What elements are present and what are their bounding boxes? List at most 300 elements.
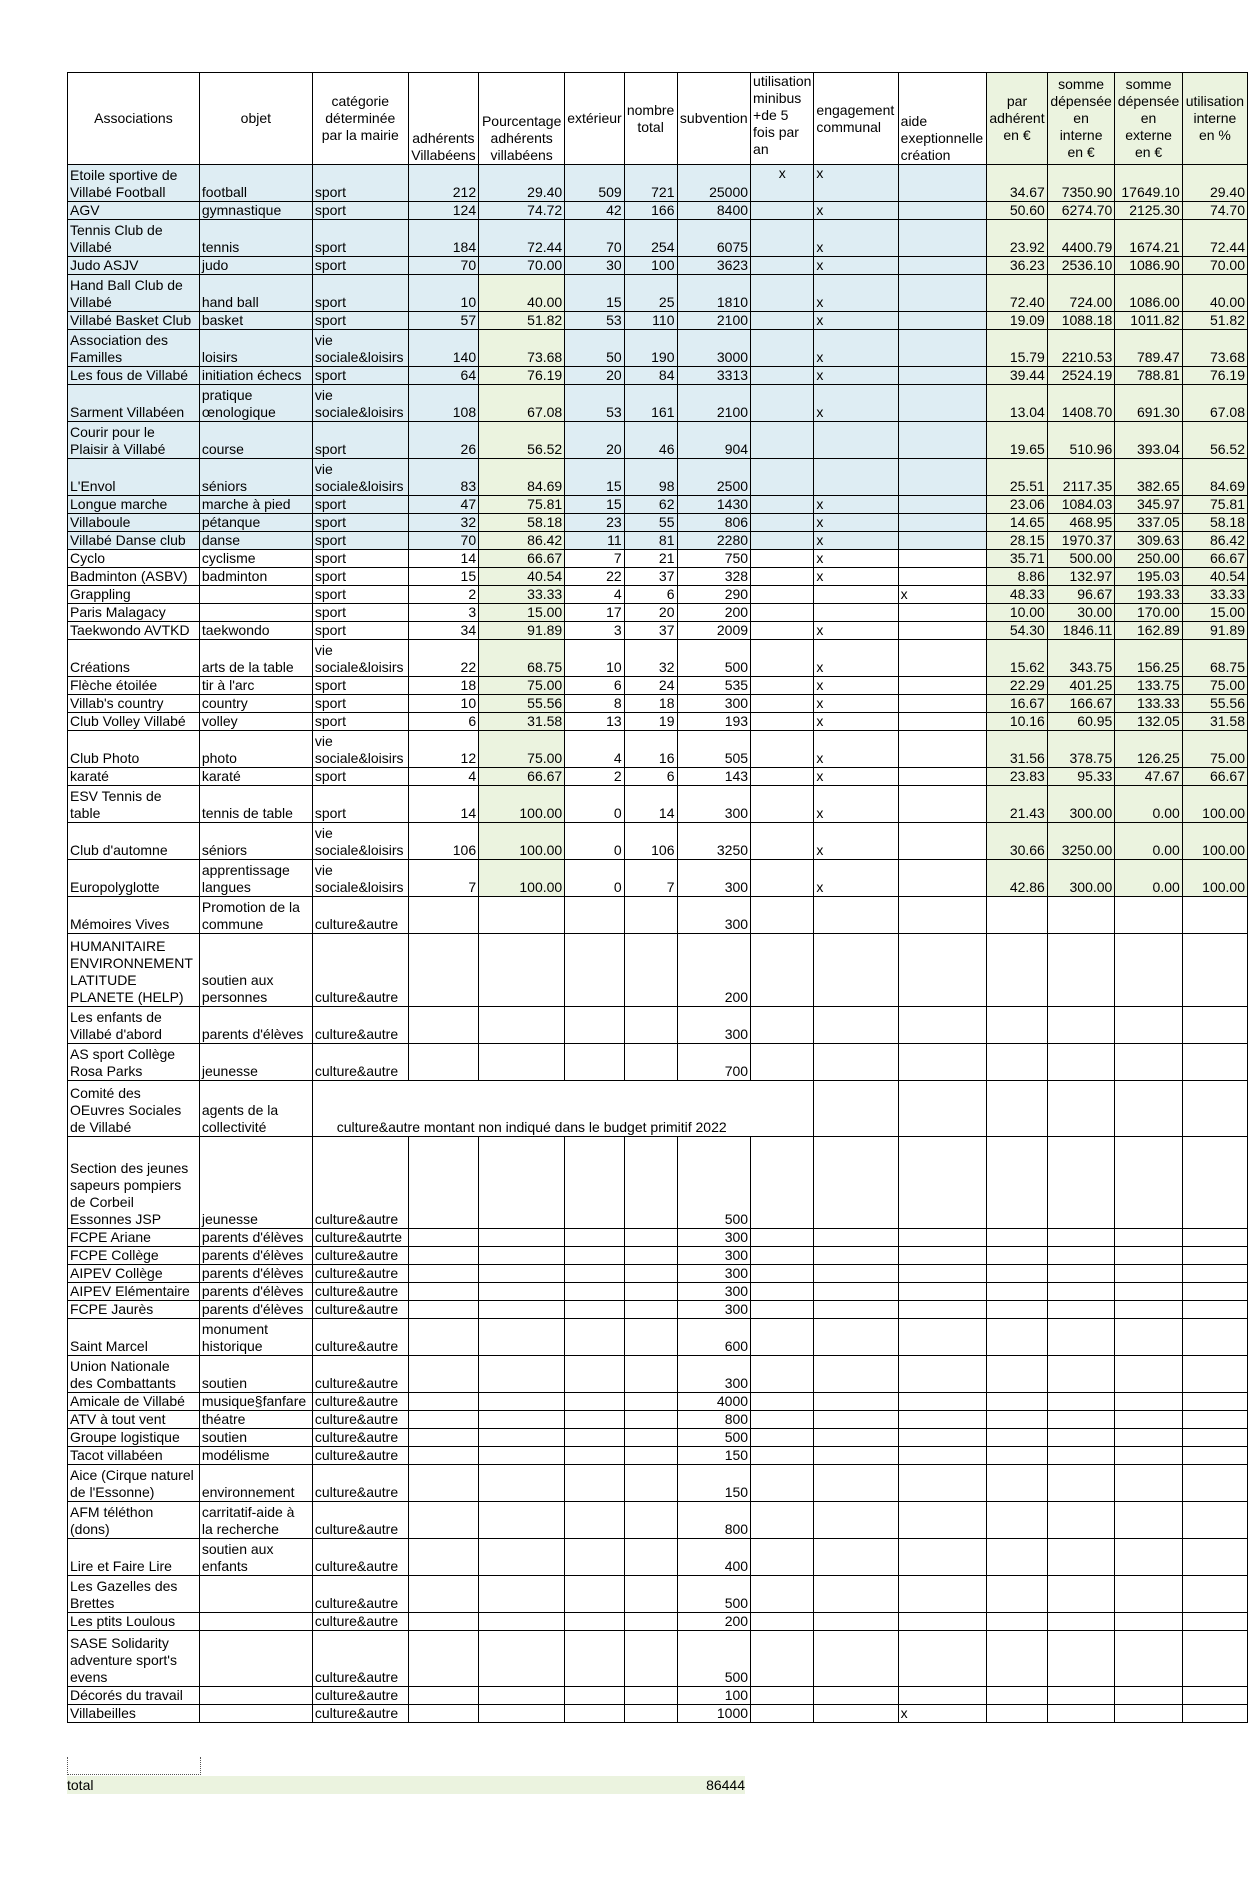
cell-aide-exceptionnelle (898, 1229, 986, 1247)
cell-adherents: 10 (408, 695, 478, 713)
cell-exterieur: 53 (565, 385, 624, 422)
cell-aide-exceptionnelle (898, 1447, 986, 1465)
cell-minibus (751, 1447, 814, 1465)
table-row (68, 640, 1248, 677)
cell-minibus (751, 367, 814, 385)
cell-utilisation-interne (1182, 1283, 1247, 1301)
cell-utilisation-interne: 73.68 (1182, 330, 1247, 367)
cell-adherents: 70 (408, 257, 478, 275)
cell-aide-exceptionnelle (898, 1465, 986, 1502)
cell-objet: séniors (199, 823, 312, 860)
cell-nombre-total: 161 (624, 385, 677, 422)
cell-associations: Tennis Club de Villabé (68, 220, 200, 257)
cell-nombre-total: 62 (624, 496, 677, 514)
cell-engagement: x (814, 514, 898, 532)
cell-somme-interne: 1970.37 (1047, 532, 1114, 550)
table-row (68, 586, 1248, 604)
cell-minibus (751, 695, 814, 713)
cell-somme-interne (1047, 1447, 1114, 1465)
table-row (68, 257, 1248, 275)
table-row (68, 1393, 1248, 1411)
cell-somme-interne: 1408.70 (1047, 385, 1114, 422)
cell-somme-externe (1115, 1631, 1182, 1687)
cell-exterieur (565, 1356, 624, 1393)
cell-engagement: x (814, 367, 898, 385)
cell-associations: Créations (68, 640, 200, 677)
cell-somme-externe (1115, 1502, 1182, 1539)
cell-pourcentage (479, 1631, 565, 1687)
cell-par-adherent (987, 1007, 1048, 1044)
cell-engagement (814, 1447, 898, 1465)
cell-aide-exceptionnelle (898, 1007, 986, 1044)
cell-utilisation-interne (1182, 1007, 1247, 1044)
cell-engagement: x (814, 695, 898, 713)
cell-exterieur (565, 1229, 624, 1247)
cell-somme-interne: 300.00 (1047, 786, 1114, 823)
table-row (68, 934, 1248, 1007)
cell-subvention: 3250 (677, 823, 751, 860)
cell-associations: Décorés du travail (68, 1687, 200, 1705)
cell-somme-externe: 156.25 (1115, 640, 1182, 677)
cell-associations: AS sport Collège Rosa Parks (68, 1044, 200, 1081)
cell-minibus (751, 823, 814, 860)
cell-categorie: sport (312, 257, 408, 275)
cell-adherents: 3 (408, 604, 478, 622)
cell-nombre-total: 24 (624, 677, 677, 695)
cell-utilisation-interne: 74.70 (1182, 202, 1247, 220)
cell-nombre-total: 721 (624, 165, 677, 202)
cell-somme-interne: 1088.18 (1047, 312, 1114, 330)
cell-exterieur: 30 (565, 257, 624, 275)
cell-exterieur (565, 1411, 624, 1429)
cell-pourcentage (479, 1247, 565, 1265)
cell-exterieur (565, 1502, 624, 1539)
cell-objet: arts de la table (199, 640, 312, 677)
cell-exterieur (565, 1247, 624, 1265)
cell-minibus (751, 1429, 814, 1447)
cell-par-adherent: 22.29 (987, 677, 1048, 695)
cell-categorie: culture&autre (312, 1137, 408, 1229)
cell-subvention: 150 (677, 1447, 751, 1465)
cell-nombre-total: 20 (624, 604, 677, 622)
cell-somme-interne (1047, 1356, 1114, 1393)
cell-pourcentage (479, 1283, 565, 1301)
cell-somme-interne (1047, 1137, 1114, 1229)
cell-utilisation-interne (1182, 1687, 1247, 1705)
cell-somme-externe: 250.00 (1115, 550, 1182, 568)
cell-objet: course (199, 422, 312, 459)
cell-somme-interne: 60.95 (1047, 713, 1114, 731)
cell-exterieur: 7 (565, 550, 624, 568)
cell-associations: Flèche étoilée (68, 677, 200, 695)
cell-pourcentage: 100.00 (479, 786, 565, 823)
table-row (68, 677, 1248, 695)
table-row (68, 1429, 1248, 1447)
cell-adherents (408, 1393, 478, 1411)
cell-adherents: 140 (408, 330, 478, 367)
cell-somme-interne: 1084.03 (1047, 496, 1114, 514)
budget-note: culture&autre montant non indiqué dans le budget primitif 2022 (312, 1081, 750, 1137)
table-body (68, 165, 1248, 1723)
cell-utilisation-interne (1182, 1465, 1247, 1502)
cell-engagement: x (814, 731, 898, 768)
cell-objet: danse (199, 532, 312, 550)
cell-par-adherent (987, 1465, 1048, 1502)
cell-engagement (814, 1137, 898, 1229)
cell-nombre-total (624, 1613, 677, 1631)
cell-nombre-total (624, 1229, 677, 1247)
cell-nombre-total (624, 1447, 677, 1465)
cell-subvention: 300 (677, 1356, 751, 1393)
cell-somme-interne (1047, 1411, 1114, 1429)
cell-objet: football (199, 165, 312, 202)
table-row (68, 622, 1248, 640)
total-value: 86444 (706, 1777, 745, 1793)
cell-nombre-total: 98 (624, 459, 677, 496)
cell-objet: hand ball (199, 275, 312, 312)
cell-utilisation-interne: 100.00 (1182, 786, 1247, 823)
cell-somme-externe (1115, 1247, 1182, 1265)
cell-somme-interne (1047, 1631, 1114, 1687)
cell-adherents: 7 (408, 860, 478, 897)
cell-exterieur: 3 (565, 622, 624, 640)
cell-pourcentage: 100.00 (479, 860, 565, 897)
cell-objet: théatre (199, 1411, 312, 1429)
cell-exterieur (565, 1007, 624, 1044)
cell-par-adherent: 19.65 (987, 422, 1048, 459)
cell-objet: pétanque (199, 514, 312, 532)
total-row (67, 1776, 745, 1794)
cell-adherents (408, 1137, 478, 1229)
table-row (68, 1265, 1248, 1283)
cell-subvention: 2280 (677, 532, 751, 550)
cell-aide-exceptionnelle (898, 1687, 986, 1705)
cell-somme-interne: 300.00 (1047, 860, 1114, 897)
cell-pourcentage (479, 934, 565, 1007)
cell-nombre-total (624, 1705, 677, 1723)
cell-pourcentage (479, 1265, 565, 1283)
cell-somme-externe: 0.00 (1115, 860, 1182, 897)
cell-categorie: sport (312, 768, 408, 786)
cell-pourcentage (479, 1502, 565, 1539)
cell-engagement (814, 1631, 898, 1687)
cell-aide-exceptionnelle (898, 934, 986, 1007)
cell-nombre-total (624, 1631, 677, 1687)
cell-somme-externe: 788.81 (1115, 367, 1182, 385)
cell-somme-interne: 2536.10 (1047, 257, 1114, 275)
cell-objet: monument historique (199, 1319, 312, 1356)
cell-utilisation-interne (1182, 1429, 1247, 1447)
cell-categorie: sport (312, 550, 408, 568)
cell-objet (199, 1613, 312, 1631)
table-row (68, 1705, 1248, 1723)
cell-pourcentage (479, 1429, 565, 1447)
header-par-adherent: par adhérent en € (987, 73, 1048, 165)
cell-subvention: 700 (677, 1044, 751, 1081)
cell-somme-interne: 132.97 (1047, 568, 1114, 586)
cell-aide-exceptionnelle (898, 1301, 986, 1319)
cell-somme-externe: 0.00 (1115, 786, 1182, 823)
cell-utilisation-interne: 91.89 (1182, 622, 1247, 640)
cell-subvention: 300 (677, 695, 751, 713)
cell-par-adherent (987, 1631, 1048, 1687)
cell-aide-exceptionnelle (898, 459, 986, 496)
cell-subvention: 3623 (677, 257, 751, 275)
cell-par-adherent: 21.43 (987, 786, 1048, 823)
cell-aide-exceptionnelle (898, 367, 986, 385)
table-row (68, 1502, 1248, 1539)
cell-somme-interne (1047, 1429, 1114, 1447)
cell-associations: Saint Marcel (68, 1319, 200, 1356)
cell-associations: Aice (Cirque naturel de l'Essonne) (68, 1465, 200, 1502)
cell-par-adherent (987, 1319, 1048, 1356)
cell-par-adherent (987, 1265, 1048, 1283)
cell-nombre-total (624, 934, 677, 1007)
cell-categorie: sport (312, 514, 408, 532)
cell-adherents: 18 (408, 677, 478, 695)
cell-somme-interne (1047, 1081, 1114, 1137)
cell-engagement (814, 604, 898, 622)
cell-pourcentage (479, 1137, 565, 1229)
cell-categorie: sport (312, 677, 408, 695)
cell-aide-exceptionnelle (898, 1576, 986, 1613)
table-row (68, 695, 1248, 713)
cell-adherents (408, 1247, 478, 1265)
cell-par-adherent (987, 1283, 1048, 1301)
cell-pourcentage (479, 1465, 565, 1502)
cell-engagement (814, 1411, 898, 1429)
table-row (68, 1465, 1248, 1502)
cell-utilisation-interne (1182, 1081, 1247, 1137)
cell-exterieur: 0 (565, 786, 624, 823)
header-somme-externe: somme dépensée en externe en € (1115, 73, 1182, 165)
cell-exterieur: 20 (565, 422, 624, 459)
cell-aide-exceptionnelle (898, 1631, 986, 1687)
cell-utilisation-interne (1182, 1447, 1247, 1465)
cell-subvention: 290 (677, 586, 751, 604)
cell-par-adherent: 23.06 (987, 496, 1048, 514)
cell-objet (199, 1687, 312, 1705)
cell-nombre-total (624, 897, 677, 934)
cell-nombre-total: 166 (624, 202, 677, 220)
cell-adherents: 184 (408, 220, 478, 257)
cell-nombre-total (624, 1301, 677, 1319)
cell-associations: Villaboule (68, 514, 200, 532)
cell-minibus (751, 1465, 814, 1502)
cell-associations: Taekwondo AVTKD (68, 622, 200, 640)
cell-associations: FCPE Collège (68, 1247, 200, 1265)
cell-utilisation-interne: 56.52 (1182, 422, 1247, 459)
cell-objet: initiation échecs (199, 367, 312, 385)
cell-engagement: x (814, 768, 898, 786)
cell-pourcentage: 100.00 (479, 823, 565, 860)
cell-subvention: 300 (677, 860, 751, 897)
cell-par-adherent: 72.40 (987, 275, 1048, 312)
table-row (68, 1081, 1248, 1137)
cell-par-adherent (987, 934, 1048, 1007)
cell-utilisation-interne (1182, 1393, 1247, 1411)
cell-par-adherent (987, 897, 1048, 934)
cell-exterieur: 17 (565, 604, 624, 622)
cell-par-adherent (987, 1301, 1048, 1319)
cell-pourcentage: 76.19 (479, 367, 565, 385)
cell-categorie: culture&autre (312, 1393, 408, 1411)
cell-par-adherent: 50.60 (987, 202, 1048, 220)
table-row (68, 1007, 1248, 1044)
cell-objet: parents d'élèves (199, 1229, 312, 1247)
cell-aide-exceptionnelle (898, 312, 986, 330)
cell-engagement (814, 1007, 898, 1044)
cell-adherents: 10 (408, 275, 478, 312)
table-header (68, 73, 1248, 165)
table-row (68, 1447, 1248, 1465)
cell-somme-externe: 382.65 (1115, 459, 1182, 496)
cell-somme-externe (1115, 934, 1182, 1007)
table-row (68, 604, 1248, 622)
cell-nombre-total (624, 1356, 677, 1393)
cell-categorie: sport (312, 165, 408, 202)
cell-somme-interne: 7350.90 (1047, 165, 1114, 202)
cell-exterieur (565, 1447, 624, 1465)
cell-aide-exceptionnelle (898, 1265, 986, 1283)
cell-pourcentage: 29.40 (479, 165, 565, 202)
cell-adherents (408, 1411, 478, 1429)
header-pourcentage: Pourcentage adhérents villabéens (479, 73, 565, 165)
cell-pourcentage (479, 897, 565, 934)
cell-pourcentage (479, 1007, 565, 1044)
cell-adherents: 57 (408, 312, 478, 330)
table-row (68, 1631, 1248, 1687)
table-row (68, 568, 1248, 586)
cell-somme-interne (1047, 1465, 1114, 1502)
table-row (68, 1319, 1248, 1356)
cell-par-adherent: 30.66 (987, 823, 1048, 860)
cell-associations: Longue marche (68, 496, 200, 514)
cell-minibus (751, 860, 814, 897)
cell-pourcentage (479, 1319, 565, 1356)
cell-pourcentage: 55.56 (479, 695, 565, 713)
empty-cell (67, 1757, 201, 1775)
cell-objet: modélisme (199, 1447, 312, 1465)
cell-par-adherent: 16.67 (987, 695, 1048, 713)
cell-engagement: x (814, 202, 898, 220)
cell-utilisation-interne (1182, 897, 1247, 934)
cell-associations: Sarment Villabéen (68, 385, 200, 422)
cell-minibus (751, 604, 814, 622)
cell-somme-interne: 1846.11 (1047, 622, 1114, 640)
cell-minibus (751, 1502, 814, 1539)
cell-subvention: 500 (677, 1137, 751, 1229)
cell-subvention: 400 (677, 1539, 751, 1576)
cell-engagement (814, 1247, 898, 1265)
cell-nombre-total: 37 (624, 568, 677, 586)
cell-aide-exceptionnelle (898, 550, 986, 568)
cell-subvention: 500 (677, 640, 751, 677)
cell-categorie: culture&autre (312, 1539, 408, 1576)
cell-nombre-total: 55 (624, 514, 677, 532)
cell-exterieur (565, 1137, 624, 1229)
cell-associations: AFM téléthon (dons) (68, 1502, 200, 1539)
cell-engagement (814, 1429, 898, 1447)
cell-par-adherent (987, 1229, 1048, 1247)
cell-engagement: x (814, 257, 898, 275)
cell-somme-externe: 1011.82 (1115, 312, 1182, 330)
cell-aide-exceptionnelle: x (898, 586, 986, 604)
cell-par-adherent: 39.44 (987, 367, 1048, 385)
cell-exterieur: 20 (565, 367, 624, 385)
cell-utilisation-interne: 33.33 (1182, 586, 1247, 604)
cell-associations: Groupe logistique (68, 1429, 200, 1447)
cell-exterieur (565, 934, 624, 1007)
cell-pourcentage: 40.54 (479, 568, 565, 586)
cell-minibus (751, 786, 814, 823)
cell-objet: volley (199, 713, 312, 731)
cell-engagement (814, 1539, 898, 1576)
table-row (68, 532, 1248, 550)
cell-somme-interne: 3250.00 (1047, 823, 1114, 860)
cell-associations: Tacot villabéen (68, 1447, 200, 1465)
cell-par-adherent (987, 1539, 1048, 1576)
cell-minibus (751, 731, 814, 768)
table-row (68, 786, 1248, 823)
cell-somme-externe (1115, 1447, 1182, 1465)
cell-pourcentage: 70.00 (479, 257, 565, 275)
cell-pourcentage: 15.00 (479, 604, 565, 622)
cell-adherents: 2 (408, 586, 478, 604)
cell-adherents (408, 1044, 478, 1081)
cell-categorie: culture&autre (312, 1687, 408, 1705)
cell-somme-externe (1115, 1356, 1182, 1393)
cell-objet: soutien aux enfants (199, 1539, 312, 1576)
cell-minibus (751, 1356, 814, 1393)
table-row (68, 1356, 1248, 1393)
cell-somme-externe: 47.67 (1115, 768, 1182, 786)
cell-objet: judo (199, 257, 312, 275)
cell-subvention: 2009 (677, 622, 751, 640)
cell-somme-interne (1047, 1539, 1114, 1576)
cell-utilisation-interne (1182, 1705, 1247, 1723)
cell-somme-externe (1115, 1265, 1182, 1283)
cell-aide-exceptionnelle (898, 604, 986, 622)
cell-par-adherent (987, 1429, 1048, 1447)
cell-somme-interne: 343.75 (1047, 640, 1114, 677)
cell-categorie: culture&autre (312, 1247, 408, 1265)
cell-par-adherent: 15.79 (987, 330, 1048, 367)
table-row (68, 1137, 1248, 1229)
cell-utilisation-interne: 40.00 (1182, 275, 1247, 312)
cell-utilisation-interne: 66.67 (1182, 550, 1247, 568)
cell-engagement (814, 1393, 898, 1411)
cell-objet: tennis (199, 220, 312, 257)
cell-associations: Les ptits Loulous (68, 1613, 200, 1631)
cell-associations: Les Gazelles des Brettes (68, 1576, 200, 1613)
cell-engagement (814, 1229, 898, 1247)
cell-par-adherent: 23.92 (987, 220, 1048, 257)
cell-categorie: culture&autre (312, 1007, 408, 1044)
cell-objet: taekwondo (199, 622, 312, 640)
cell-nombre-total (624, 1319, 677, 1356)
cell-aide-exceptionnelle (898, 385, 986, 422)
cell-engagement (814, 1613, 898, 1631)
cell-somme-externe: 17649.10 (1115, 165, 1182, 202)
total-label: total (67, 1777, 94, 1793)
cell-utilisation-interne: 75.00 (1182, 677, 1247, 695)
table-row (68, 385, 1248, 422)
cell-associations: Section des jeunes sapeurs pompiers de Corbeil Essonnes JSP (68, 1137, 200, 1229)
cell-objet: gymnastique (199, 202, 312, 220)
cell-subvention: 1000 (677, 1705, 751, 1723)
cell-aide-exceptionnelle (898, 220, 986, 257)
